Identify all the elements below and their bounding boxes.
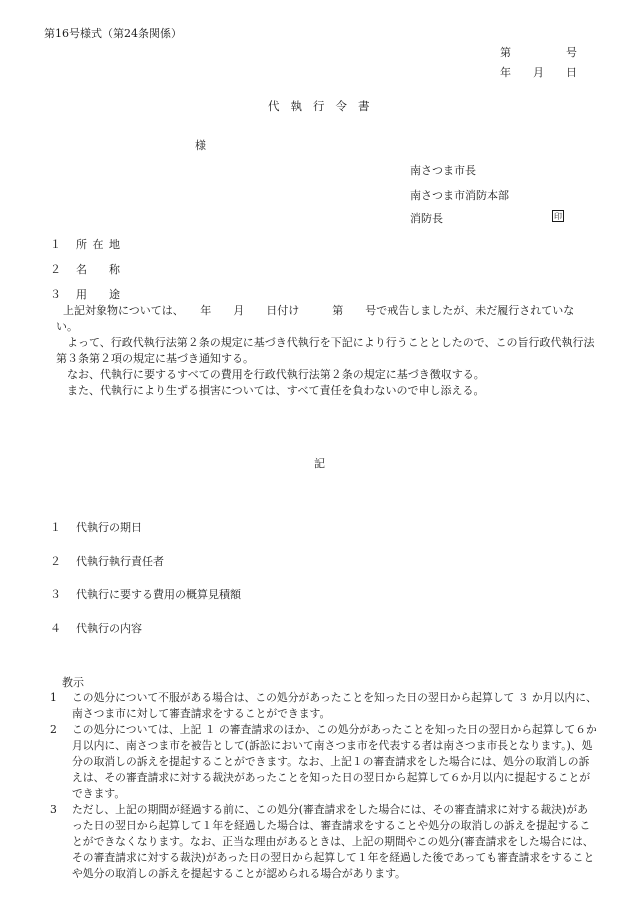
item-cost-label: 代執行に要する費用の概算見積額: [76, 588, 241, 601]
issuer-mayor: 南さつま市長: [410, 164, 476, 177]
notice-text: ただし、上記の期間が経過する前に、この処分(審査請求をした場合には、その審査請求に対する裁決)があった日の翌日から起算して１年を経過した場合は、審査請求をすることや処分の取消しの訴えを提起することができなくなります。なお、正当な理由があるときは、上記の期間やこの処分(審査請求をした場合には、その審査請求に対する裁決)があった日の翌日から起算して１年を経過した後であっても審査請求をすることや処分の取消しの訴えを提起することが認められる場合があります。: [72, 803, 595, 880]
item-content-label: 代執行の内容: [76, 622, 142, 635]
notice-item: [50, 722, 598, 802]
notice-heading: 教示: [62, 676, 84, 689]
notice-item: [50, 690, 598, 722]
field-number: ３: [50, 288, 61, 301]
body-paragraph: よって、行政代執行法第２条の規定に基づき代執行を下記により行うこととしたので、この旨行政代執行法第３条第２項の規定に基づき通知する。: [56, 336, 595, 365]
body-paragraph: また、代執行により生ずる損害については、すべて責任を負わないので申し添える。: [67, 384, 485, 397]
notice-text: この処分については、上記 １ の審査請求のほか、この処分があったことを知った日の翌日から起算して６か月以内に、南さつま市を被告として(訴訟において南さつま市を代表する者は南さつま市長となります。)、処分の取消しの訴えを提起することができます。なお、上記１の審査請求をした場合には、処分の取消しの訴えは、その審査請求に対する裁決があったことを知った日の翌日から起算して６か月以内に提起することができます。: [72, 723, 597, 800]
document-date: 年 月 日: [500, 66, 577, 79]
document-number: 第 号: [500, 46, 577, 59]
notice-item: [50, 802, 598, 882]
field-number: １: [50, 238, 61, 251]
item-responsible-label: 代執行執行責任者: [76, 555, 164, 568]
body-paragraph: なお、代執行に要するすべての費用を行政代執行法第２条の規定に基づき徴収する。: [67, 368, 485, 381]
field-use-label: 用 途: [76, 288, 120, 301]
body-paragraph: 上記対象物については、 年 月 日付け 第 号で戒告しましたが、未だ履行されていない。: [56, 304, 575, 333]
item-date-label: 代執行の期日: [76, 521, 142, 534]
form-label: 第16号様式（第24条関係）: [44, 27, 182, 40]
item-number: ３: [50, 588, 61, 601]
notice-number: 3: [50, 803, 57, 816]
ki-heading: 記: [314, 457, 325, 470]
seal-mark: 印: [554, 212, 562, 221]
field-number: ２: [50, 263, 61, 276]
issuer-fire-chief: 消防長: [410, 212, 443, 225]
document-title: 代執行令書: [268, 99, 381, 113]
body-text: [56, 303, 596, 399]
notice-text: この処分について不服がある場合は、この処分があったことを知った日の翌日から起算して ３ か月以内に、南さつま市に対して審査請求をすることができます。: [72, 691, 597, 720]
item-number: １: [50, 521, 61, 534]
item-number: ２: [50, 555, 61, 568]
item-number: ４: [50, 622, 61, 635]
notice-list: [50, 690, 598, 882]
field-name-label: 名 称: [76, 263, 120, 276]
addressee-suffix: 様: [195, 139, 206, 152]
field-location-label: 所 在 地: [76, 238, 121, 251]
issuer-fire-department: 南さつま市消防本部: [410, 189, 509, 202]
notice-number: 1: [50, 691, 57, 704]
notice-number: 2: [50, 723, 57, 736]
